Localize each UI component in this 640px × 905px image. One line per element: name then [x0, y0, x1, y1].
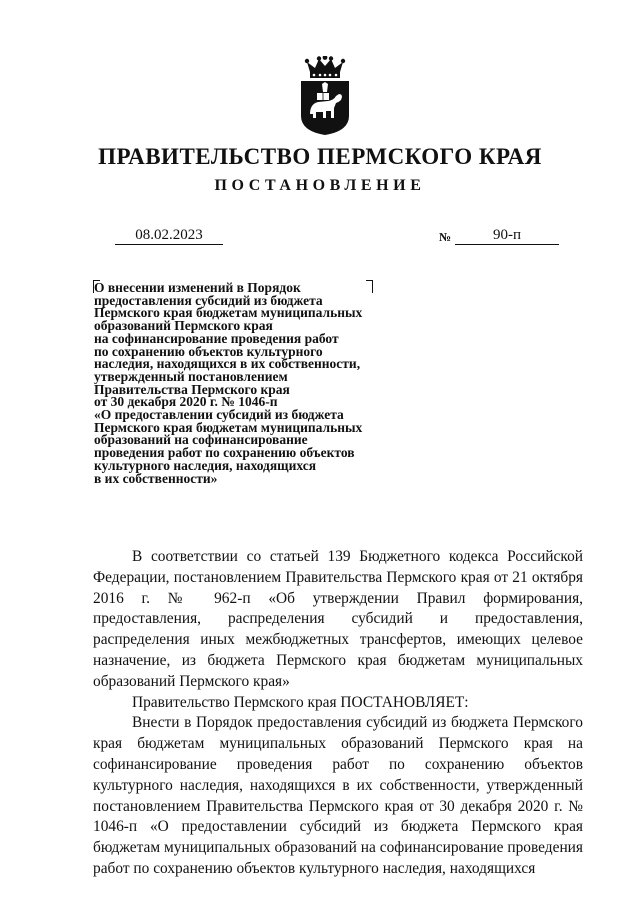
subject-line: от 30 декабря 2020 г. № 1046-п [94, 394, 278, 410]
document-subject [94, 282, 414, 485]
subject-line: Правительства Пермского края [94, 381, 290, 397]
subject-line: на софинансирование проведения работ [94, 330, 339, 346]
subject-line: наследия, находящихся в их собственности, [94, 356, 361, 372]
subject-line: образований Пермского края [94, 318, 273, 334]
document-body [93, 547, 583, 880]
document-type-heading: ПОСТАНОВЛЕНИЕ [214, 177, 426, 194]
subject-line: «О предоставлении субсидий из бюджета [94, 407, 344, 423]
subject-line: Пермского края бюджетам муниципальных [94, 419, 363, 435]
body-paragraph-resolves: Правительство Пермского края ПОСТАНОВЛЯЕТ: [132, 693, 469, 711]
subject-line: Пермского края бюджетам муниципальных [94, 305, 363, 321]
body-paragraph-legal-basis: В соответствии со статьей 139 Бюджетного кодекса Российской Федерации, постановлением Правительства Пермского края от 21 октября 2016 г. № 962-п «Об утверждении Правил формирования, предоставления, распределения субсидий и предоставления, распределения иных межбюджетных трансфертов, имеющих целевое назначение, из бюджета Пермского края бюджетам муниципальных образований Пермского края» [93, 548, 583, 690]
government-title: ПРАВИТЕЛЬСТВО ПЕРМСКОГО КРАЯ [98, 144, 542, 169]
subject-line: в их собственности» [94, 470, 218, 486]
subject-line: образований на софинансирование [94, 432, 308, 448]
coat-of-arms-icon [298, 56, 352, 136]
subject-line: утвержденный постановлением [94, 368, 288, 384]
body-paragraph-amendment: Внести в Порядок предоставления субсидий из бюджета Пермского края бюджетам муниципальных образований Пермского края на софинансирование проведения работ по сохранению объектов культурного наследия, находящихся в их собственности, утвержденный постановлением Правительства Пермского края от 30 декабря 2020 г. № 1046-п «О предоставлении субсидий из бюджета Пермского края бюджетам муниципальных образований на софинансирование проведения работ по сохранению объектов культурного наследия, находящихся [93, 714, 583, 877]
number-sign: № [439, 230, 452, 244]
document-date: 08.02.2023 [115, 226, 223, 245]
subject-line: культурного наследия, находящихся [94, 457, 317, 473]
subject-line: по сохранению объектов культурного [94, 343, 323, 359]
subject-line: О внесении изменений в Порядок [94, 280, 301, 295]
document-number: 90-п [455, 226, 559, 245]
subject-line: предоставления субсидий из бюджета [94, 292, 323, 308]
subject-line: проведения работ по сохранению объектов [94, 445, 355, 461]
